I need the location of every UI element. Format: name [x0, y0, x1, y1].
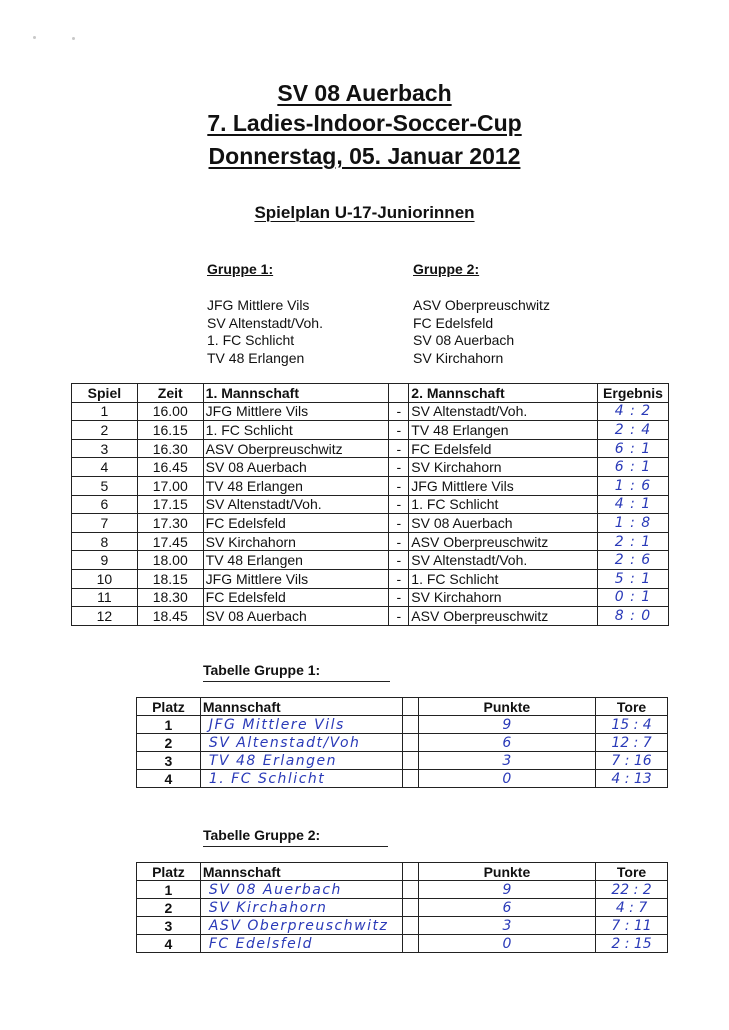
- home-team: FC Edelsfeld: [203, 588, 389, 607]
- match-result: 4 : 1: [598, 495, 669, 514]
- club-title: SV 08 Auerbach: [277, 80, 452, 106]
- game-number: 2: [72, 421, 138, 440]
- place: 3: [137, 752, 201, 770]
- team-name: 1. FC Schlicht: [200, 770, 402, 788]
- game-number: 11: [72, 588, 138, 607]
- match-result: 5 : 1: [598, 569, 669, 588]
- group-1-team: JFG Mittlere Vils: [207, 296, 310, 313]
- schedule-subtitle: Spielplan U-17-Juniorinnen: [254, 203, 475, 222]
- match-result: 2 : 1: [598, 532, 669, 551]
- col-separator: [389, 384, 409, 403]
- standings-row: [137, 716, 668, 734]
- blank-cell: [402, 716, 418, 734]
- match-result: 2 : 4: [598, 421, 669, 440]
- schedule-row: [72, 402, 669, 421]
- kickoff-time: 16.30: [137, 439, 203, 458]
- away-team: SV 08 Auerbach: [409, 514, 598, 533]
- standings-2-header-row: [137, 863, 668, 881]
- match-result: 6 : 1: [598, 439, 669, 458]
- team-name: ASV Oberpreuschwitz: [200, 917, 402, 935]
- versus-separator: -: [389, 514, 409, 533]
- away-team: ASV Oberpreuschwitz: [409, 532, 598, 551]
- match-result: 2 : 6: [598, 551, 669, 570]
- scan-speck: [72, 37, 75, 40]
- place: 2: [137, 734, 201, 752]
- schedule-row: [72, 588, 669, 607]
- versus-separator: -: [389, 532, 409, 551]
- kickoff-time: 17.15: [137, 495, 203, 514]
- versus-separator: -: [389, 421, 409, 440]
- points: 9: [418, 881, 595, 899]
- standings-1-title: Tabelle Gruppe 1:: [203, 662, 320, 678]
- home-team: SV 08 Auerbach: [203, 607, 389, 626]
- away-team: 1. FC Schlicht: [409, 495, 598, 514]
- col-game: Spiel: [72, 384, 138, 403]
- kickoff-time: 16.00: [137, 402, 203, 421]
- schedule-table: [71, 383, 669, 626]
- team-name: SV Kirchahorn: [200, 899, 402, 917]
- standings-row: [137, 899, 668, 917]
- goals: 4 : 13: [596, 770, 668, 788]
- goals: 4 : 7: [596, 899, 668, 917]
- versus-separator: -: [389, 607, 409, 626]
- col-team: Mannschaft: [200, 863, 402, 881]
- points: 3: [418, 917, 595, 935]
- points: 0: [418, 935, 595, 953]
- away-team: SV Kirchahorn: [409, 458, 598, 477]
- place: 4: [137, 770, 201, 788]
- points: 3: [418, 752, 595, 770]
- blank-cell: [402, 917, 418, 935]
- col-place: Platz: [137, 698, 201, 716]
- home-team: TV 48 Erlangen: [203, 476, 389, 495]
- schedule-header-row: [72, 384, 669, 403]
- col-points: Punkte: [418, 698, 595, 716]
- away-team: TV 48 Erlangen: [409, 421, 598, 440]
- col-team2: 2. Mannschaft: [409, 384, 598, 403]
- away-team: SV Kirchahorn: [409, 588, 598, 607]
- standings-row: [137, 734, 668, 752]
- group-2-team: ASV Oberpreuschwitz: [413, 296, 550, 313]
- place: 3: [137, 917, 201, 935]
- kickoff-time: 16.45: [137, 458, 203, 477]
- standings-row: [137, 752, 668, 770]
- kickoff-time: 17.30: [137, 514, 203, 533]
- col-result: Ergebnis: [598, 384, 669, 403]
- group-1-team: 1. FC Schlicht: [207, 332, 295, 349]
- away-team: SV Altenstadt/Voh.: [409, 402, 598, 421]
- blank-cell: [402, 770, 418, 788]
- home-team: SV 08 Auerbach: [203, 458, 389, 477]
- col-place: Platz: [137, 863, 201, 881]
- home-team: SV Altenstadt/Voh.: [203, 495, 389, 514]
- home-team: SV Kirchahorn: [203, 532, 389, 551]
- home-team: JFG Mittlere Vils: [203, 402, 389, 421]
- schedule-row: [72, 421, 669, 440]
- kickoff-time: 18.15: [137, 569, 203, 588]
- away-team: 1. FC Schlicht: [409, 569, 598, 588]
- group-1: [207, 261, 323, 368]
- kickoff-time: 16.15: [137, 421, 203, 440]
- event-date: Donnerstag, 05. Januar 2012: [208, 143, 521, 169]
- match-result: 6 : 1: [598, 458, 669, 477]
- home-team: ASV Oberpreuschwitz: [203, 439, 389, 458]
- standings-1-header-row: [137, 698, 668, 716]
- versus-separator: -: [389, 495, 409, 514]
- home-team: 1. FC Schlicht: [203, 421, 389, 440]
- schedule-row: [72, 607, 669, 626]
- match-result: 8 : 0: [598, 607, 669, 626]
- match-result: 4 : 2: [598, 402, 669, 421]
- away-team: JFG Mittlere Vils: [409, 476, 598, 495]
- standings-row: [137, 935, 668, 953]
- versus-separator: -: [389, 458, 409, 477]
- blank-cell: [402, 899, 418, 917]
- versus-separator: -: [389, 588, 409, 607]
- standings-2-title: Tabelle Gruppe 2:: [203, 827, 320, 843]
- standings-2-table: [136, 862, 668, 953]
- blank-cell: [402, 752, 418, 770]
- game-number: 5: [72, 476, 138, 495]
- standings-2-title-underline: [203, 846, 388, 847]
- goals: 7 : 11: [596, 917, 668, 935]
- col-time: Zeit: [137, 384, 203, 403]
- col-goals: Tore: [596, 863, 668, 881]
- team-name: TV 48 Erlangen: [200, 752, 402, 770]
- schedule-row: [72, 476, 669, 495]
- blank-cell: [402, 935, 418, 953]
- place: 1: [137, 881, 201, 899]
- goals: 22 : 2: [596, 881, 668, 899]
- kickoff-time: 18.45: [137, 607, 203, 626]
- group-2-team: FC Edelsfeld: [413, 314, 494, 331]
- versus-separator: -: [389, 439, 409, 458]
- versus-separator: -: [389, 569, 409, 588]
- place: 1: [137, 716, 201, 734]
- game-number: 3: [72, 439, 138, 458]
- goals: 15 : 4: [596, 716, 668, 734]
- game-number: 7: [72, 514, 138, 533]
- col-team1: 1. Mannschaft: [203, 384, 389, 403]
- standings-1-title-underline: [203, 681, 390, 682]
- points: 0: [418, 770, 595, 788]
- home-team: TV 48 Erlangen: [203, 551, 389, 570]
- game-number: 9: [72, 551, 138, 570]
- match-result: 1 : 6: [598, 476, 669, 495]
- game-number: 12: [72, 607, 138, 626]
- group-1-title: Gruppe 1:: [207, 261, 274, 277]
- away-team: FC Edelsfeld: [409, 439, 598, 458]
- scan-speck: [33, 36, 36, 39]
- standings-1-table: [136, 697, 668, 788]
- col-blank: [402, 698, 418, 716]
- team-name: FC Edelsfeld: [200, 935, 402, 953]
- event-title: 7. Ladies-Indoor-Soccer-Cup: [207, 110, 522, 136]
- game-number: 1: [72, 402, 138, 421]
- versus-separator: -: [389, 551, 409, 570]
- away-team: SV Altenstadt/Voh.: [409, 551, 598, 570]
- away-team: ASV Oberpreuschwitz: [409, 607, 598, 626]
- place: 4: [137, 935, 201, 953]
- blank-cell: [402, 881, 418, 899]
- team-name: SV Altenstadt/Voh: [200, 734, 402, 752]
- goals: 12 : 7: [596, 734, 668, 752]
- goals: 7 : 16: [596, 752, 668, 770]
- kickoff-time: 17.45: [137, 532, 203, 551]
- schedule-row: [72, 569, 669, 588]
- kickoff-time: 18.00: [137, 551, 203, 570]
- match-result: 0 : 1: [598, 588, 669, 607]
- game-number: 8: [72, 532, 138, 551]
- standings-row: [137, 917, 668, 935]
- home-team: JFG Mittlere Vils: [203, 569, 389, 588]
- game-number: 4: [72, 458, 138, 477]
- group-2-title: Gruppe 2:: [413, 261, 480, 277]
- group-2: [413, 261, 550, 368]
- schedule-row: [72, 439, 669, 458]
- home-team: FC Edelsfeld: [203, 514, 389, 533]
- versus-separator: -: [389, 402, 409, 421]
- group-1-team: SV Altenstadt/Voh.: [207, 314, 323, 331]
- schedule-row: [72, 532, 669, 551]
- goals: 2 : 15: [596, 935, 668, 953]
- schedule-row: [72, 514, 669, 533]
- standings-row: [137, 881, 668, 899]
- points: 9: [418, 716, 595, 734]
- group-1-team: TV 48 Erlangen: [207, 350, 305, 367]
- schedule-row: [72, 551, 669, 570]
- col-blank: [402, 863, 418, 881]
- game-number: 6: [72, 495, 138, 514]
- col-goals: Tore: [596, 698, 668, 716]
- blank-cell: [402, 734, 418, 752]
- kickoff-time: 17.00: [137, 476, 203, 495]
- points: 6: [418, 899, 595, 917]
- col-points: Punkte: [418, 863, 595, 881]
- schedule-row: [72, 458, 669, 477]
- group-2-team: SV 08 Auerbach: [413, 332, 515, 349]
- standings-row: [137, 770, 668, 788]
- points: 6: [418, 734, 595, 752]
- match-result: 1 : 8: [598, 514, 669, 533]
- game-number: 10: [72, 569, 138, 588]
- versus-separator: -: [389, 476, 409, 495]
- place: 2: [137, 899, 201, 917]
- col-team: Mannschaft: [200, 698, 402, 716]
- team-name: JFG Mittlere Vils: [200, 716, 402, 734]
- kickoff-time: 18.30: [137, 588, 203, 607]
- group-2-team: SV Kirchahorn: [413, 350, 504, 367]
- schedule-row: [72, 495, 669, 514]
- team-name: SV 08 Auerbach: [200, 881, 402, 899]
